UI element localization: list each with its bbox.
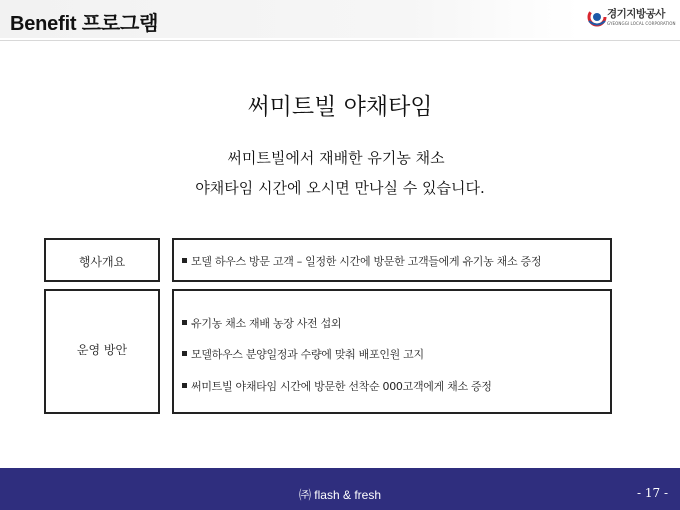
- row-label-box-overview: [44, 238, 160, 282]
- bullet-icon: [182, 320, 187, 325]
- header-divider: [0, 40, 680, 41]
- list-item-text: 유기농 채소 재배 농장 사전 섭외: [191, 317, 342, 330]
- row-label: 운영 방안: [76, 343, 128, 357]
- company-logo: [586, 6, 676, 34]
- footer-brand: ㈜ flash & fresh: [298, 488, 382, 502]
- bullet-icon: [182, 351, 187, 356]
- slide-footer: [0, 468, 680, 510]
- company-logo-subtitle: GYEONGGI LOCAL CORPORATION: [607, 21, 676, 26]
- company-logo-name: 경기지방공사: [607, 8, 665, 20]
- list-item: [182, 378, 492, 394]
- row-label-box-operation: [44, 289, 160, 414]
- row-content-box-operation: [172, 289, 612, 414]
- page-number: - 17 -: [636, 486, 668, 500]
- row-label: 행사개요: [78, 255, 126, 269]
- bullet-icon: [182, 383, 187, 388]
- list-item: [182, 346, 424, 362]
- slide-title: 써미트빌 야채타임: [247, 94, 433, 120]
- intro-line-2: 야채타임 시간에 오시면 만나실 수 있습니다.: [195, 179, 485, 197]
- row-content-box-overview: [172, 238, 612, 282]
- list-item: [182, 253, 541, 269]
- bullet-icon: [182, 258, 187, 263]
- list-item-text: 써미트빌 야채타임 시간에 방문한 선착순 000고객에게 채소 증정: [191, 380, 492, 393]
- intro-line-1: 써미트빌에서 재배한 유기농 채소: [227, 149, 445, 167]
- slide-section-title: Benefit 프로그램: [10, 13, 159, 35]
- list-item-text: 모델 하우스 방문 고객 – 일정한 시간에 방문한 고객들에게 유기농 채소 증정: [191, 255, 542, 268]
- list-item-text: 모델하우스 분양일정과 수량에 맞춰 배포인원 고지: [191, 348, 424, 361]
- list-item: [182, 315, 341, 331]
- gyeonggi-logo-icon: [586, 6, 608, 28]
- slide-header: [0, 0, 680, 40]
